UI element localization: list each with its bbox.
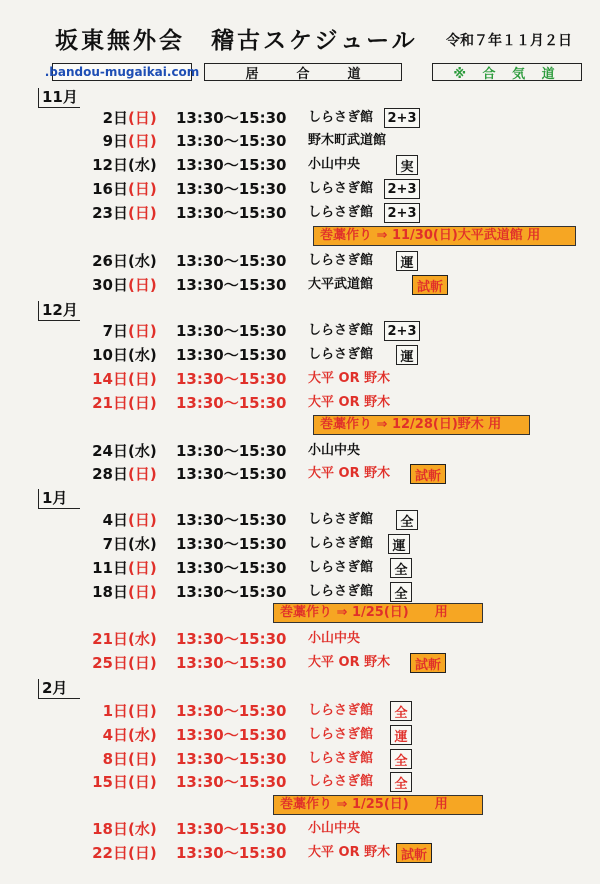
issue-date: 令和７年１１月２日 [446, 33, 572, 49]
venue-cell: しらさぎ館 [308, 560, 374, 575]
makiwara-banner: 巻藁作り ⇒ 11/30(日)大平武道館 用 [313, 226, 576, 246]
venue-cell: しらさぎ館 [308, 584, 374, 599]
weekday-cell: (水) [128, 346, 157, 364]
venue-cell: 大平 OR 野木 [308, 845, 391, 860]
weekday-cell: (水) [128, 820, 157, 838]
venue-cell: 小山中央 [308, 157, 361, 172]
weekday-cell: (日) [128, 583, 157, 601]
venue-cell: 大平 OR 野木 [308, 655, 391, 670]
time-cell: 13:30～15:30 [176, 630, 287, 648]
session-tag: 2+3 [384, 321, 420, 341]
schedule-row [0, 392, 600, 414]
session-tag: 試斬 [410, 653, 446, 673]
time-cell: 13:30～15:30 [176, 535, 287, 553]
weekday-cell: (日) [128, 370, 157, 388]
schedule-row [0, 368, 600, 390]
day-cell: 4日 [102, 511, 128, 529]
schedule-row [0, 154, 600, 176]
session-tag: 全 [390, 772, 412, 792]
schedule-row [0, 130, 600, 152]
time-cell: 13:30～15:30 [176, 394, 287, 412]
venue-cell: 大平 OR 野木 [308, 466, 391, 481]
time-cell: 13:30～15:30 [176, 773, 287, 791]
day-cell: 15日 [92, 773, 128, 791]
day-cell: 22日 [92, 844, 128, 862]
weekday-cell: (日) [128, 132, 157, 150]
time-cell: 13:30～15:30 [176, 442, 287, 460]
venue-cell: しらさぎ館 [308, 536, 374, 551]
day-cell: 1日 [102, 702, 128, 720]
session-tag: 全 [396, 510, 418, 530]
schedule-row [0, 818, 600, 840]
weekday-cell: (日) [128, 465, 157, 483]
venue-cell: しらさぎ館 [308, 727, 374, 742]
session-tag: 試斬 [412, 275, 448, 295]
day-cell: 2日 [102, 109, 128, 127]
venue-cell: しらさぎ館 [308, 774, 374, 789]
time-cell: 13:30～15:30 [176, 322, 287, 340]
weekday-cell: (水) [128, 442, 157, 460]
day-cell: 18日 [92, 583, 128, 601]
day-cell: 28日 [92, 465, 128, 483]
venue-cell: 小山中央 [308, 631, 361, 646]
time-cell: 13:30～15:30 [176, 750, 287, 768]
schedule-row [0, 724, 600, 746]
time-cell: 13:30～15:30 [176, 204, 287, 222]
time-cell: 13:30～15:30 [176, 180, 287, 198]
venue-cell: 小山中央 [308, 443, 361, 458]
session-tag: 全 [390, 582, 412, 602]
day-cell: 16日 [92, 180, 128, 198]
weekday-cell: (水) [128, 156, 157, 174]
session-tag: 全 [390, 558, 412, 578]
time-cell: 13:30～15:30 [176, 156, 287, 174]
makiwara-banner: 巻藁作り ⇒ 1/25(日) 用 [273, 603, 483, 623]
weekday-cell: (日) [128, 511, 157, 529]
session-tag: 実 [396, 155, 418, 175]
weekday-cell: (日) [128, 109, 157, 127]
weekday-cell: (日) [128, 559, 157, 577]
day-cell: 7日 [102, 535, 128, 553]
weekday-cell: (日) [128, 204, 157, 222]
time-cell: 13:30～15:30 [176, 559, 287, 577]
month-label: 1月 [38, 489, 80, 509]
time-cell: 13:30～15:30 [176, 820, 287, 838]
weekday-cell: (日) [128, 844, 157, 862]
makiwara-banner: 巻藁作り ⇒ 1/25(日) 用 [273, 795, 483, 815]
session-tag: 運 [390, 725, 412, 745]
session-tag: 試斬 [410, 464, 446, 484]
day-cell: 25日 [92, 654, 128, 672]
session-tag: 2+3 [384, 108, 420, 128]
time-cell: 13:30～15:30 [176, 702, 287, 720]
website-link[interactable]: .bandou-mugaikai.com [44, 65, 200, 79]
session-tag: 2+3 [384, 203, 420, 223]
day-cell: 7日 [102, 322, 128, 340]
schedule-row [0, 557, 600, 579]
weekday-cell: (日) [128, 322, 157, 340]
venue-cell: しらさぎ館 [308, 181, 374, 196]
weekday-cell: (日) [128, 750, 157, 768]
venue-cell: 大平 OR 野木 [308, 395, 391, 410]
time-cell: 13:30～15:30 [176, 276, 287, 294]
weekday-cell: (水) [128, 630, 157, 648]
weekday-cell: (水) [128, 535, 157, 553]
day-cell: 14日 [92, 370, 128, 388]
weekday-cell: (日) [128, 702, 157, 720]
venue-cell: しらさぎ館 [308, 751, 374, 766]
makiwara-banner: 巻藁作り ⇒ 12/28(日)野木 用 [313, 415, 530, 435]
day-cell: 11日 [92, 559, 128, 577]
venue-cell: 野木町武道館 [308, 133, 387, 148]
day-cell: 9日 [102, 132, 128, 150]
session-tag: 運 [396, 345, 418, 365]
schedule-row [0, 320, 600, 342]
session-tag: 全 [390, 701, 412, 721]
schedule-row [0, 652, 600, 674]
schedule-row [0, 202, 600, 224]
session-tag: 2+3 [384, 179, 420, 199]
weekday-cell: (水) [128, 252, 157, 270]
day-cell: 21日 [92, 630, 128, 648]
weekday-cell: (日) [128, 773, 157, 791]
session-tag: 試斬 [396, 843, 432, 863]
day-cell: 12日 [92, 156, 128, 174]
time-cell: 13:30～15:30 [176, 654, 287, 672]
schedule-row [0, 700, 600, 722]
day-cell: 30日 [92, 276, 128, 294]
time-cell: 13:30～15:30 [176, 346, 287, 364]
schedule-row [0, 842, 600, 864]
schedule-row [0, 581, 600, 603]
venue-cell: しらさぎ館 [308, 512, 374, 527]
venue-cell: 大平 OR 野木 [308, 371, 391, 386]
venue-cell: 大平武道館 [308, 277, 374, 292]
day-cell: 24日 [92, 442, 128, 460]
day-cell: 8日 [102, 750, 128, 768]
session-tag: 全 [390, 749, 412, 769]
session-tag: 運 [396, 251, 418, 271]
schedule-row [0, 178, 600, 200]
time-cell: 13:30～15:30 [176, 370, 287, 388]
day-cell: 4日 [102, 726, 128, 744]
weekday-cell: (日) [128, 180, 157, 198]
time-cell: 13:30～15:30 [176, 726, 287, 744]
venue-cell: しらさぎ館 [308, 703, 374, 718]
schedule-row [0, 274, 600, 296]
day-cell: 10日 [92, 346, 128, 364]
schedule-row [0, 748, 600, 770]
schedule-row [0, 344, 600, 366]
time-cell: 13:30～15:30 [176, 583, 287, 601]
schedule-row [0, 533, 600, 555]
weekday-cell: (日) [128, 276, 157, 294]
time-cell: 13:30～15:30 [176, 252, 287, 270]
month-label: 2月 [38, 679, 80, 699]
day-cell: 21日 [92, 394, 128, 412]
schedule-row [0, 771, 600, 793]
weekday-cell: (日) [128, 654, 157, 672]
category-iaido: 居合道 [204, 63, 402, 81]
time-cell: 13:30～15:30 [176, 465, 287, 483]
time-cell: 13:30～15:30 [176, 844, 287, 862]
day-cell: 26日 [92, 252, 128, 270]
day-cell: 18日 [92, 820, 128, 838]
weekday-cell: (水) [128, 726, 157, 744]
venue-cell: しらさぎ館 [308, 253, 374, 268]
schedule-row [0, 628, 600, 650]
schedule-row [0, 463, 600, 485]
schedule-row [0, 107, 600, 129]
category-aikido: ※ 合 気 道 [432, 63, 582, 81]
schedule-row [0, 509, 600, 531]
schedule-row [0, 440, 600, 462]
venue-cell: しらさぎ館 [308, 347, 374, 362]
schedule-row [0, 250, 600, 272]
weekday-cell: (日) [128, 394, 157, 412]
month-label: 12月 [38, 301, 80, 321]
venue-cell: 小山中央 [308, 821, 361, 836]
page-title: 坂東無外会 稽古スケジュール [55, 28, 418, 54]
time-cell: 13:30～15:30 [176, 109, 287, 127]
day-cell: 23日 [92, 204, 128, 222]
month-label: 11月 [38, 88, 80, 108]
time-cell: 13:30～15:30 [176, 132, 287, 150]
venue-cell: しらさぎ館 [308, 110, 374, 125]
venue-cell: しらさぎ館 [308, 323, 374, 338]
venue-cell: しらさぎ館 [308, 205, 374, 220]
session-tag: 運 [388, 534, 410, 554]
time-cell: 13:30～15:30 [176, 511, 287, 529]
